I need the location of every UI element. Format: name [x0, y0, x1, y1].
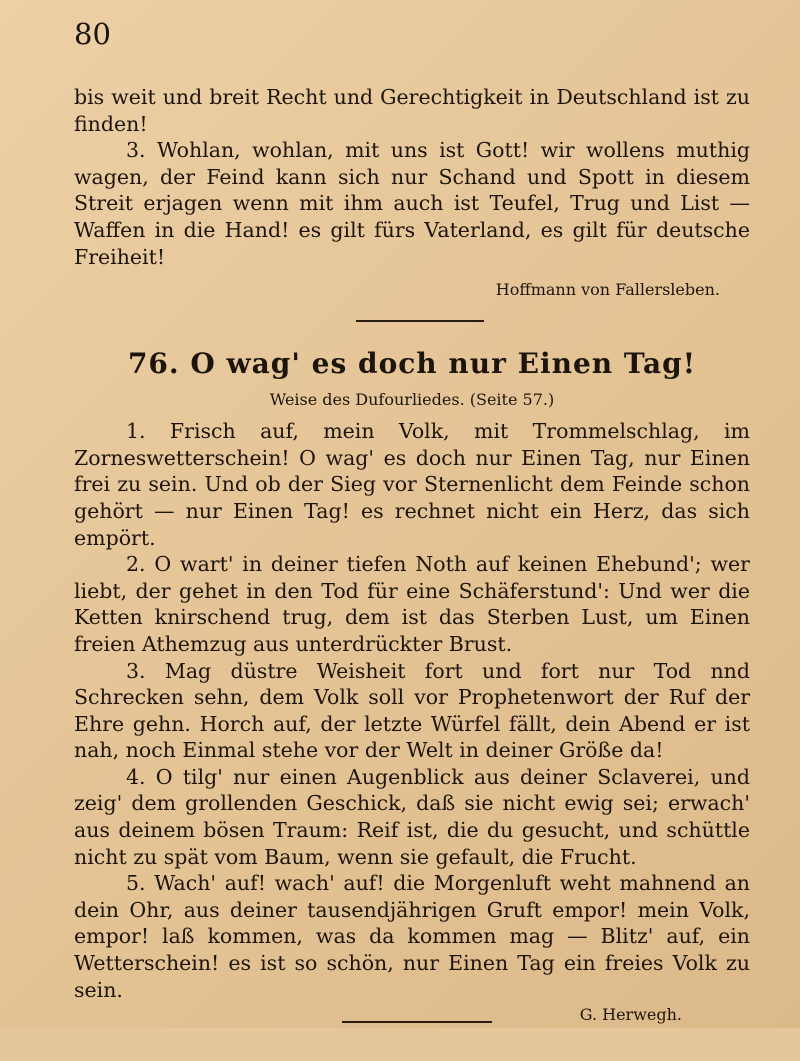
end-divider — [342, 1021, 492, 1023]
stanza-3: 3. Mag düstre Weisheit fort und fort nur Tod nnd Schrecken sehn, dem Volk soll vor Prophetenwort der Ruf der Ehre gehn. Horch auf, der letzte Würfel fällt, dein Abend er ist nah, noch Einmal stehe vor der Welt in deiner Größe da! — [74, 658, 750, 763]
melody-note: Weise des Dufourliedes. (Seite 57.) — [269, 390, 555, 410]
song-footer — [74, 1005, 750, 1061]
stanza-2: 2. O wart' in deiner tiefen Noth auf keinen Ehebund'; wer liebt, der gehet in den Tod für eine Schäferstund': Und wer die Ketten knirschend trug, dem ist das Sterben Lust, um Einen freien Athemzug aus unterdrückter Brust. — [74, 552, 750, 656]
song-title: 76. O wag' es doch nur Einen Tag! — [127, 347, 697, 381]
page-number: 80 — [74, 17, 111, 51]
previous-song-stanza-3: 3. Wohlan, wohlan, mit uns ist Gott! wir wollens muthig wagen, der Feind kann sich nur Schand und Spott in diesem Streit erjagen wenn mit ihm auch ist Teufel, Trug und List — Waffen in die Hand! es gilt fürs Vaterland, es gilt für deutsche Freiheit! — [74, 138, 750, 269]
previous-song-author: Hoffmann von Fallersleben. — [495, 280, 720, 300]
stanza-1: 1. Frisch auf, mein Volk, mit Trommelschlag, im Zorneswetterschein! O wag' es doch nur Einen Tag, nur Einen frei zu sein. Und ob der Sieg vor Sternenlicht dem Feinde schon gehört — nur Einen Tag! es rechnet nicht ein Herz, das sich empört. — [74, 419, 750, 550]
section-divider — [356, 320, 484, 322]
stanza-5: 5. Wach' auf! wach' auf! die Morgenluft weht mahnend an dein Ohr, aus deiner tausendjährigen Gruft empor! mein Volk, empor! laß kommen, was da kommen mag — Blitz' auf, ein Wetterschein! es ist so schön, nur Einen Tag ein freies Volk zu sein. — [74, 871, 750, 1002]
song-author: G. Herwegh. — [579, 1005, 682, 1025]
stanza-4: 4. O tilg' nur einen Augenblick aus deiner Sclaverei, und zeig' dem grollenden Geschick, daß sie nicht ewig sei; erwach' aus deinem bösen Traum: Reif ist, die du gesucht, und schüttle nicht zu spät vom Baum, wenn sie gefault, die Frucht. — [74, 764, 750, 869]
previous-song-continuation: bis weit und breit Recht und Gerechtigkeit in Deutschland ist zu finden! — [74, 85, 750, 136]
